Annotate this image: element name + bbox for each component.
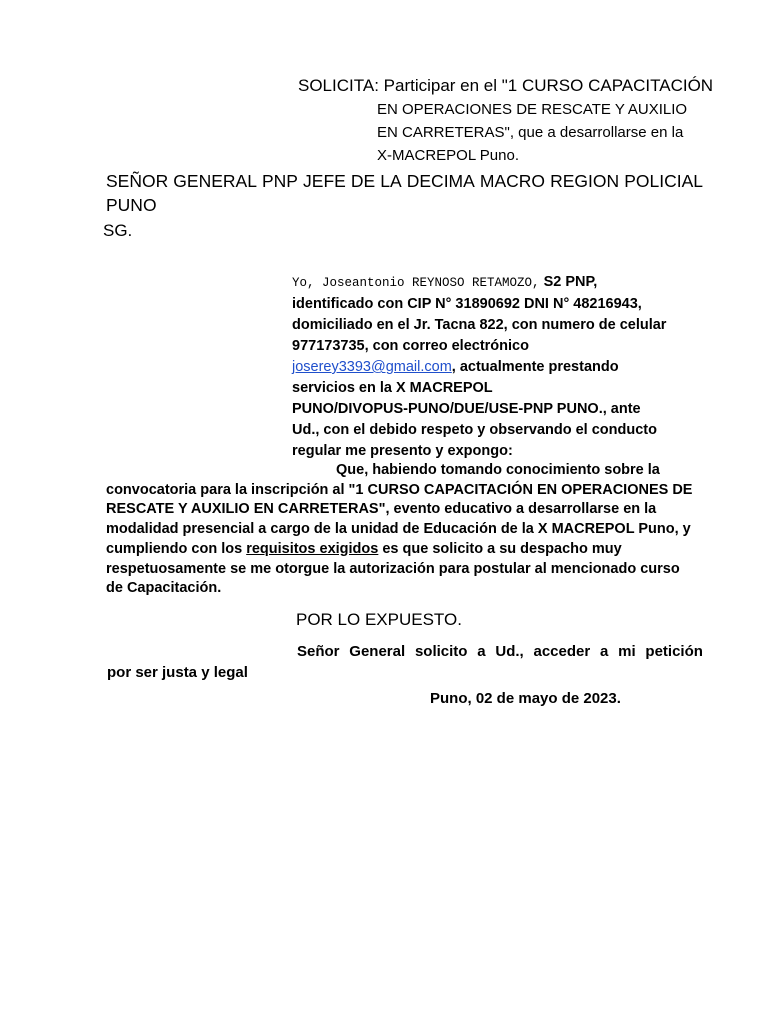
identity-line: PUNO/DIVOPUS-PUNO/DUE/USE-PNP PUNO., ante: [292, 401, 641, 417]
identity-line: regular me presento y expongo:: [292, 443, 513, 459]
addressee: [106, 169, 703, 217]
body-line: modalidad presencial a cargo de la unidad de Educación de la X MACREPOL Puno, y: [106, 521, 691, 538]
salutation: SG.: [103, 221, 133, 240]
identity-line: Ud., con el debido respeto y observando el conducto: [292, 422, 657, 438]
word: DECIMA: [406, 171, 475, 191]
word: acceder: [533, 643, 591, 660]
word: a: [477, 643, 486, 660]
body-text: cumpliendo con los: [106, 540, 247, 557]
word: a: [600, 643, 609, 660]
solicita-line: EN OPERACIONES DE RESCATE Y AUXILIO: [377, 101, 688, 118]
word: General: [349, 643, 406, 660]
word: SEÑOR: [106, 171, 169, 191]
body-paragraph: [106, 461, 706, 599]
word: POLICIAL: [624, 171, 703, 191]
solicita-heading: SOLICITA: Participar en el "1 CURSO CAPACITACIÓN: [298, 76, 714, 95]
body-text: es que solicito a su despacho muy: [378, 540, 622, 557]
identity-line: domiciliado en el Jr. Tacna 822, con numero de celular: [292, 317, 667, 333]
body-line: de Capacitación.: [106, 580, 222, 597]
word: GENERAL: [173, 171, 257, 191]
body-line: respetuosamente se me otorgue la autorización para postular al mencionado curso: [106, 560, 680, 577]
identity-line: servicios en la X MACREPOL: [292, 380, 493, 396]
addressee-line-2: PUNO: [106, 195, 157, 215]
word: Ud.,: [495, 643, 524, 660]
closing-heading: POR LO EXPUESTO.: [296, 610, 462, 629]
identity-rank: S2 PNP,: [539, 274, 598, 290]
body-line: [106, 540, 706, 560]
petition-line: [107, 641, 703, 662]
body-line: RESCATE Y AUXILIO EN CARRETERAS", evento educativo a desarrollarse en la: [106, 501, 657, 518]
petition-line-2: por ser justa y legal: [107, 664, 248, 681]
word: solicito: [414, 643, 468, 660]
identity-block: [292, 272, 666, 462]
body-line: convocatoria para la inscripción al "1 CURSO CAPACITACIÓN EN OPERACIONES DE: [106, 481, 693, 498]
petition: [107, 641, 703, 683]
word: REGION: [550, 171, 620, 191]
word: DE: [350, 171, 376, 191]
body-line: Que, habiendo tomando conocimiento sobre la: [336, 462, 660, 478]
requisitos-underlined: requisitos exigidos: [246, 540, 379, 557]
word: Señor: [297, 643, 340, 660]
word: PNP: [262, 171, 298, 191]
date-line: Puno, 02 de mayo de 2023.: [430, 690, 621, 707]
identity-line: [292, 357, 666, 378]
identity-after-email: , actualmente prestando: [451, 359, 619, 375]
word: JEFE: [303, 171, 346, 191]
word: LA: [380, 171, 402, 191]
identity-line: 977173735, con correo electrónico: [292, 338, 529, 354]
solicita-line: X-MACREPOL Puno.: [377, 147, 519, 164]
solicita-line: EN CARRETERAS", que a desarrollarse en la: [377, 124, 684, 141]
identity-intro: Yo, Joseantonio REYNOSO RETAMOZO,: [292, 276, 540, 290]
identity-line: [292, 272, 666, 294]
word: petición: [645, 643, 703, 660]
email-link[interactable]: joserey3393@gmail.com: [292, 359, 452, 375]
addressee-line: [106, 169, 703, 193]
word: mi: [618, 643, 636, 660]
identity-line: identificado con CIP N° 31890692 DNI N° 48216943,: [292, 296, 642, 312]
word: MACRO: [479, 171, 546, 191]
